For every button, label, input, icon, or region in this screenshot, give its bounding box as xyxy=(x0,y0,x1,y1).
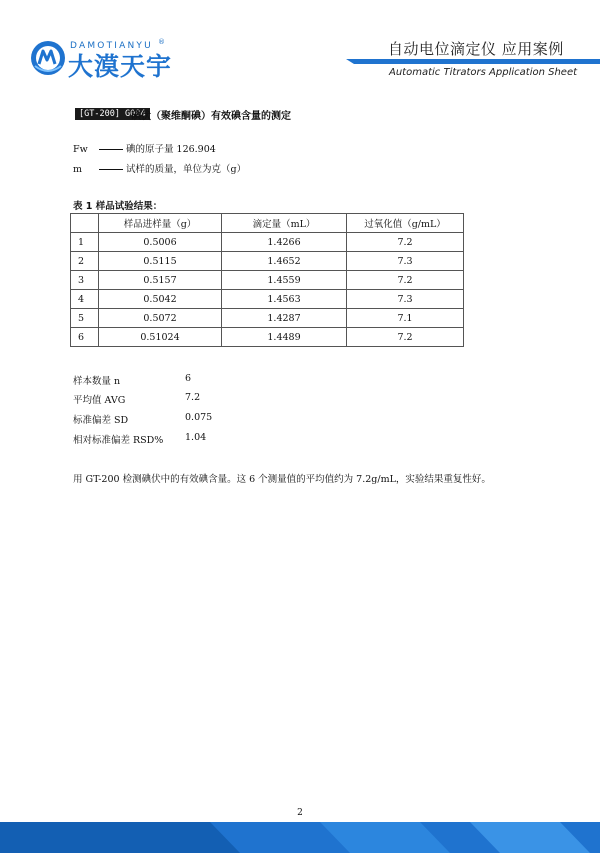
table-cell: 0.5042 xyxy=(99,290,222,309)
table-cell: 5 xyxy=(71,309,99,328)
table-cell: 3 xyxy=(71,271,99,290)
variable-fw xyxy=(73,141,216,155)
table-cell: 0.5157 xyxy=(99,271,222,290)
stat-label: 标准偏差 SD xyxy=(73,415,129,426)
table-cell: 1.4559 xyxy=(222,271,347,290)
dash-divider xyxy=(99,169,123,170)
table-row xyxy=(71,290,464,309)
table-header-row xyxy=(71,214,464,233)
header-title: 自动电位滴定仪 应用案例 xyxy=(388,40,564,58)
table-cell: 1.4266 xyxy=(222,233,347,252)
stat-label: 平均值 AVG xyxy=(73,395,126,406)
conclusion-text: 用 GT-200 检测碘伏中的有效碘含量。这 6 个测量值的平均值约为 7.2g/mL，实验结果重复性好。 xyxy=(73,474,491,485)
table-cell: 7.3 xyxy=(347,290,464,309)
table-cell: 1 xyxy=(71,233,99,252)
results-table xyxy=(70,213,464,347)
table-cell: 7.2 xyxy=(347,271,464,290)
registered-mark: ® xyxy=(157,38,168,46)
table-row xyxy=(71,309,464,328)
page-number: 2 xyxy=(297,808,303,818)
table-caption: 表 1 样品试验结果： xyxy=(73,201,163,212)
dash-divider xyxy=(99,149,123,150)
stat-value: 1.04 xyxy=(185,432,207,443)
table-cell: 6 xyxy=(71,328,99,347)
table-cell: 0.5072 xyxy=(99,309,222,328)
table-cell: 1.4652 xyxy=(222,252,347,271)
table-row xyxy=(71,252,464,271)
brand-logo-icon xyxy=(30,40,66,76)
table-cell: 0.51024 xyxy=(99,328,222,347)
method-code-badge: [GT-200] G004 xyxy=(75,108,150,120)
table-cell: 1.4287 xyxy=(222,309,347,328)
variable-description: 碘的原子量 126.904 xyxy=(126,144,216,155)
table-row xyxy=(71,328,464,347)
table-cell: 0.5006 xyxy=(99,233,222,252)
table-cell: 7.1 xyxy=(347,309,464,328)
brand-name-en: DAMOTIANYU ® xyxy=(70,38,168,51)
variable-symbol: m xyxy=(73,164,83,175)
header-divider xyxy=(346,59,600,64)
brand-name-cn: 大漠天宇 xyxy=(68,52,173,81)
table-cell: 2 xyxy=(71,252,99,271)
stat-value: 7.2 xyxy=(185,392,201,403)
table-header-cell xyxy=(71,214,99,233)
header-subtitle: Automatic Titrators Application Sheet xyxy=(389,67,578,78)
stat-label: 样本数量 n xyxy=(73,376,121,387)
variable-description: 试样的质量，单位为克（g） xyxy=(126,164,247,175)
table-cell: 7.3 xyxy=(347,252,464,271)
table-header-cell: 滴定量（mL） xyxy=(222,214,347,233)
table-header-cell: 样品进样量（g） xyxy=(99,214,222,233)
table-row xyxy=(71,271,464,290)
table-cell: 7.2 xyxy=(347,233,464,252)
table-cell: 7.2 xyxy=(347,328,464,347)
variable-m xyxy=(73,161,246,175)
stat-value: 6 xyxy=(185,373,192,384)
table-cell: 1.4489 xyxy=(222,328,347,347)
stat-label: 相对标准偏差 RSD% xyxy=(73,435,164,446)
table-cell: 4 xyxy=(71,290,99,309)
footer-band xyxy=(0,822,600,853)
table-cell: 0.5115 xyxy=(99,252,222,271)
stat-value: 0.075 xyxy=(185,412,213,423)
section-title: 碘伏（聚维酮碘）有效碘含量的测定 xyxy=(131,111,291,122)
table-row xyxy=(71,233,464,252)
variable-symbol: Fw xyxy=(73,144,88,155)
table-cell: 1.4563 xyxy=(222,290,347,309)
table-header-cell: 过氧化值（g/mL） xyxy=(347,214,464,233)
